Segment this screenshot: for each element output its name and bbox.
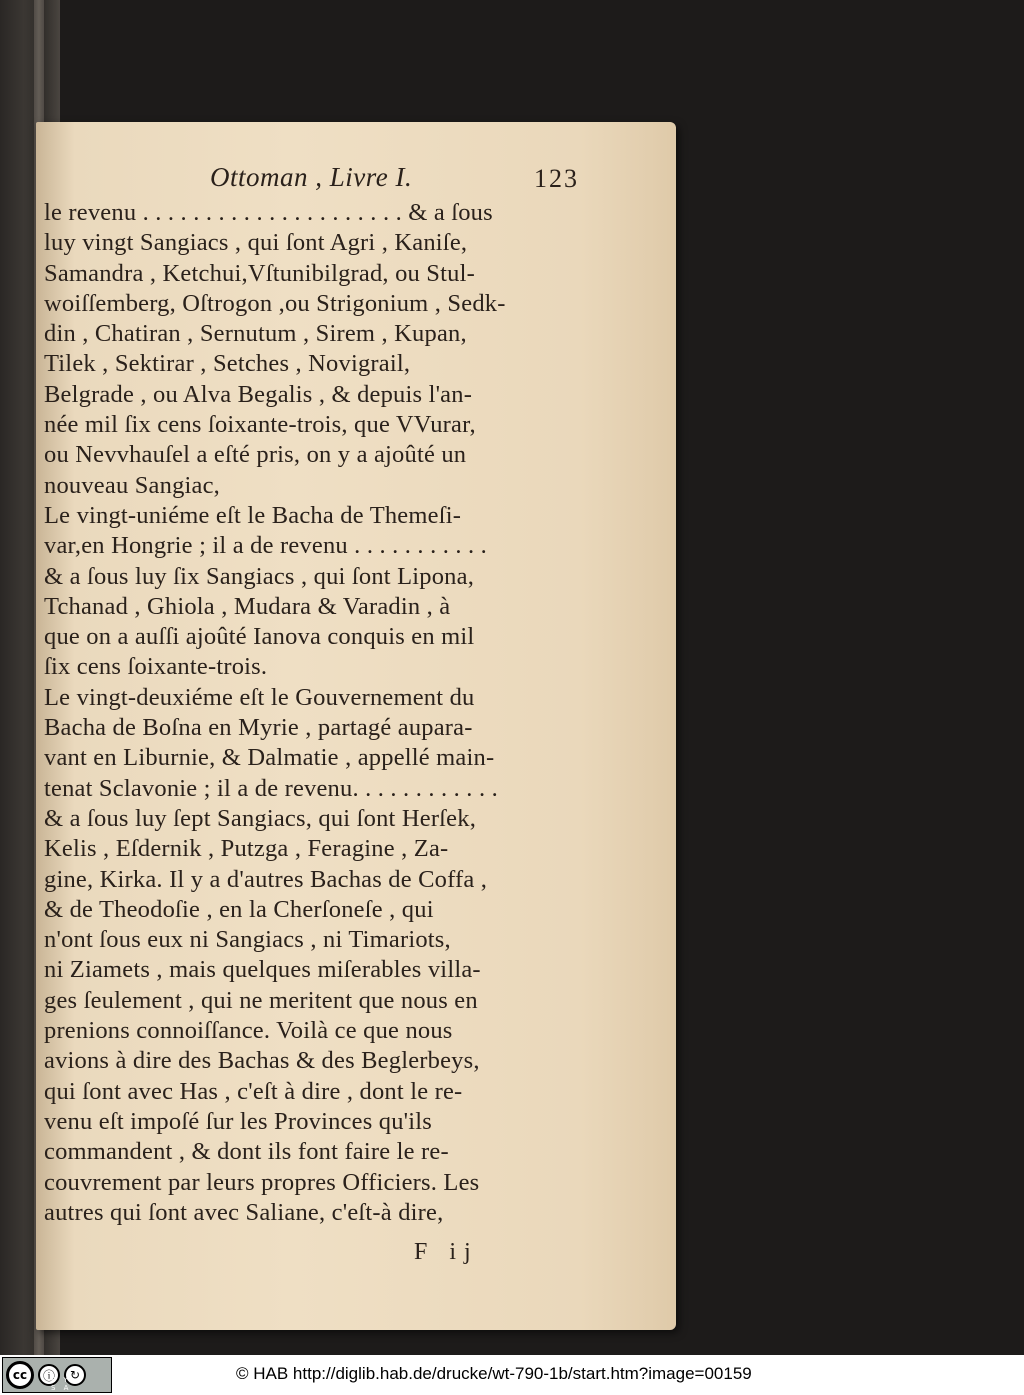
credit-line[interactable]: © HAB http://diglib.hab.de/drucke/wt-790-1b/start.htm?image=00159 xyxy=(236,1364,752,1383)
text-line: Bacha de Boſna en Myrie , partagé aupara- xyxy=(44,714,473,742)
text-line: & a ſous luy ſept Sangiacs, qui ſont Herſek, xyxy=(44,804,477,832)
text-line: din , Chatiran , Sernutum , Sirem , Kupan, xyxy=(44,320,467,348)
footer-bar xyxy=(0,1355,1024,1395)
info-icon: ⓘ xyxy=(38,1364,60,1386)
text-line: autres qui ſont avec Saliane, c'eſt-à dire, xyxy=(44,1198,444,1226)
text-line: ni Ziamets , mais quelques miſerables villa- xyxy=(44,956,481,984)
book-page xyxy=(36,122,676,1330)
text-line: var,en Hongrie ; il a de revenu . . . . . . . . . . . xyxy=(44,532,488,560)
text-line: ges ſeulement , qui ne meritent que nous en xyxy=(44,986,478,1014)
page-header xyxy=(44,162,584,198)
text-line: avions à dire des Bachas & des Beglerbeys, xyxy=(44,1047,480,1075)
text-line: nouveau Sangiac, xyxy=(44,471,221,499)
text-line: Tchanad , Ghiola , Mudara & Varadin , à xyxy=(44,592,451,620)
text-line: qui ſont avec Has , c'eſt à dire , dont le re- xyxy=(44,1077,463,1105)
share-alike-icon: ↻ xyxy=(64,1364,86,1386)
text-line: Tilek , Sektirar , Setches , Novigrail, xyxy=(44,350,411,378)
cc-icon: cc xyxy=(6,1361,34,1389)
text-line: tenat Sclavonie ; il a de revenu. . . . . . . . . . . . xyxy=(44,774,498,802)
text-line: ſix cens ſoixante-trois. xyxy=(44,653,268,681)
text-line: gine, Kirka. Il y a d'autres Bachas de Coffa , xyxy=(44,865,488,893)
license-labels: BY SA xyxy=(51,1376,77,1392)
text-line: & a ſous luy ſix Sangiacs , qui ſont Lipona, xyxy=(44,562,475,590)
text-line: née mil ſix cens ſoixante-trois, que VVurar, xyxy=(44,411,476,439)
text-line: prenions connoiſſance. Voilà ce que nous xyxy=(44,1017,453,1045)
text-line: n'ont ſous eux ni Sangiacs , ni Timariots, xyxy=(44,926,451,954)
text-line: Le vingt-deuxiéme eſt le Gouvernement du xyxy=(44,683,475,711)
text-line: le revenu . . . . . . . . . . . . . . . . . . . . . & a ſous xyxy=(44,199,493,226)
text-line: vant en Liburnie, & Dalmatie , appellé main- xyxy=(44,744,495,772)
text-line: Kelis , Eſdernik , Putzga , Feragine , Za- xyxy=(44,835,449,863)
text-line: luy vingt Sangiacs , qui ſont Agri , Kaniſe, xyxy=(44,229,468,257)
license-badge[interactable] xyxy=(2,1357,112,1393)
text-line: venu eſt impoſé ſur les Provinces qu'ils xyxy=(44,1107,433,1135)
page-number: 123 xyxy=(534,164,579,193)
text-line: Belgrade , ou Alva Begalis , & depuis l'an- xyxy=(44,380,473,408)
page-text-block xyxy=(44,162,584,1265)
body-text xyxy=(44,198,584,1228)
text-line: woiſſemberg, Oſtrogon ,ou Strigonium , Sedk- xyxy=(44,289,506,317)
text-line: couvrement par leurs propres Officiers. Les xyxy=(44,1168,480,1196)
text-line: ou Nevvhauſel a eſté pris, on y a ajoûté un xyxy=(44,441,467,469)
signature-mark: F ij xyxy=(414,1239,479,1265)
text-line: commandent , & dont ils font faire le re- xyxy=(44,1138,449,1166)
text-line: Le vingt-uniéme eſt le Bacha de Themeſi- xyxy=(44,501,462,529)
text-line: Samandra , Ketchui,Vſtunibilgrad, ou Stul- xyxy=(44,259,475,287)
running-head: Ottoman , Livre I. xyxy=(210,162,413,192)
text-line: & de Theodoſie , en la Cherſoneſe , qui xyxy=(44,895,434,923)
text-line: que on a auſſi ajoûté Ianova conquis en mil xyxy=(44,623,475,651)
